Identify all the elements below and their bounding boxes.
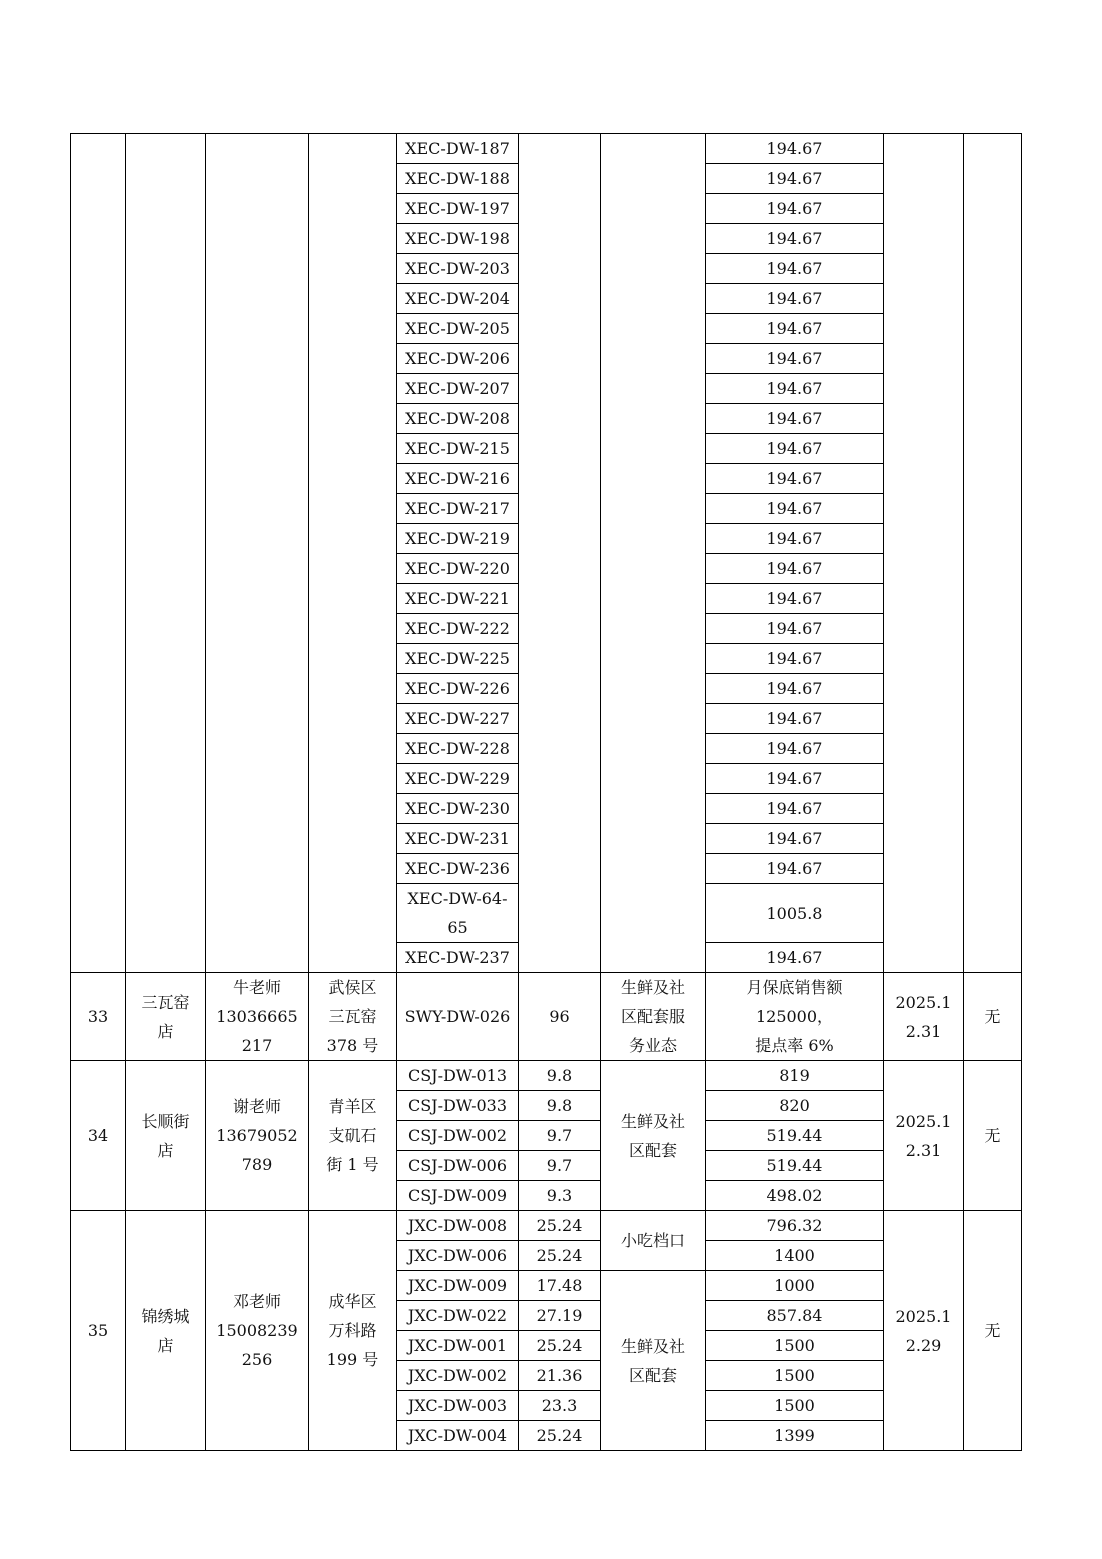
store-address-cell-text: 成华区 万科路 199 号 bbox=[326, 1292, 379, 1369]
unit-rent-cell bbox=[706, 1271, 884, 1301]
store-date-cell-text: 2025.1 2.29 bbox=[895, 1306, 952, 1355]
unit-rent-cell bbox=[706, 254, 884, 284]
unit-area-cell bbox=[519, 1121, 601, 1151]
unit-rent-cell-text: 194.67 bbox=[766, 499, 823, 518]
unit-rent-cell bbox=[706, 554, 884, 584]
store-name-cell bbox=[126, 973, 206, 1061]
unit-code-cell bbox=[397, 584, 519, 614]
unit-code-cell-text: XEC-DW-228 bbox=[405, 739, 510, 758]
unit-rent-cell-text: 519.44 bbox=[766, 1126, 823, 1145]
table-row bbox=[71, 134, 1022, 164]
unit-code-cell bbox=[397, 524, 519, 554]
unit-code-cell-text: SWY-DW-026 bbox=[404, 1007, 511, 1026]
unit-code-cell-text: XEC-DW-204 bbox=[405, 289, 510, 308]
unit-code-cell-text: XEC-DW-208 bbox=[405, 409, 510, 428]
store-no-cell-text: 33 bbox=[87, 1007, 109, 1026]
store-note-cell bbox=[964, 1061, 1022, 1211]
unit-area-cell-text: 23.3 bbox=[541, 1396, 578, 1415]
unit-code-cell bbox=[397, 554, 519, 584]
store-type-cell bbox=[601, 1211, 706, 1271]
unit-area-cell-text: 9.3 bbox=[546, 1186, 573, 1205]
unit-rent-cell bbox=[706, 1151, 884, 1181]
unit-rent-cell bbox=[706, 794, 884, 824]
unit-code-cell-text: XEC-DW-215 bbox=[405, 439, 510, 458]
cont-area-cell bbox=[519, 134, 601, 973]
unit-rent-cell bbox=[706, 224, 884, 254]
unit-code-cell bbox=[397, 1391, 519, 1421]
unit-code-cell bbox=[397, 1301, 519, 1331]
store-date-cell bbox=[884, 1061, 964, 1211]
unit-code-cell-text: XEC-DW-188 bbox=[405, 169, 510, 188]
unit-area-cell-text: 25.24 bbox=[536, 1336, 583, 1355]
unit-code-cell bbox=[397, 1091, 519, 1121]
unit-rent-cell bbox=[706, 1091, 884, 1121]
unit-rent-cell-text: 819 bbox=[779, 1066, 810, 1085]
cont-date-cell bbox=[884, 134, 964, 973]
unit-code-cell bbox=[397, 284, 519, 314]
unit-code-cell-text: JXC-DW-006 bbox=[407, 1246, 508, 1265]
unit-area-cell bbox=[519, 1151, 601, 1181]
store-name-cell-text: 三瓦窑 店 bbox=[141, 992, 190, 1041]
unit-code-cell bbox=[397, 404, 519, 434]
unit-rent-cell bbox=[706, 314, 884, 344]
unit-area-cell-text: 25.24 bbox=[536, 1246, 583, 1265]
unit-rent-cell-text: 194.67 bbox=[766, 619, 823, 638]
unit-area-cell bbox=[519, 1181, 601, 1211]
unit-rent-cell-text: 194.67 bbox=[766, 859, 823, 878]
cont-type-cell bbox=[601, 134, 706, 973]
unit-rent-cell-text: 194.67 bbox=[766, 589, 823, 608]
unit-code-cell bbox=[397, 344, 519, 374]
unit-rent-cell bbox=[706, 614, 884, 644]
unit-area-cell-text: 17.48 bbox=[536, 1276, 583, 1295]
unit-area-cell-text: 27.19 bbox=[536, 1306, 583, 1325]
unit-code-cell bbox=[397, 1361, 519, 1391]
unit-area-cell-text: 9.8 bbox=[546, 1066, 573, 1085]
unit-rent-cell-text: 1500 bbox=[774, 1396, 815, 1415]
unit-rent-cell bbox=[706, 644, 884, 674]
unit-rent-cell-text: 796.32 bbox=[766, 1216, 823, 1235]
unit-code-cell bbox=[397, 1121, 519, 1151]
unit-rent-cell-text: 1005.8 bbox=[766, 903, 823, 923]
unit-area-cell-text: 25.24 bbox=[536, 1426, 583, 1445]
unit-rent-cell bbox=[706, 164, 884, 194]
unit-code-cell bbox=[397, 943, 519, 973]
unit-rent-cell bbox=[706, 1181, 884, 1211]
unit-rent-cell-text: 194.67 bbox=[766, 199, 823, 218]
unit-area-cell-text: 9.7 bbox=[546, 1126, 573, 1145]
unit-code-cell bbox=[397, 1061, 519, 1091]
store-date-cell-text: 2025.1 2.31 bbox=[895, 1111, 952, 1160]
unit-rent-cell-text: 194.67 bbox=[766, 409, 823, 428]
unit-rent-cell bbox=[706, 134, 884, 164]
unit-code-cell-text: XEC-DW-203 bbox=[405, 259, 510, 278]
unit-code-cell-text: XEC-DW-227 bbox=[405, 709, 510, 728]
unit-rent-cell-text: 194.67 bbox=[766, 709, 823, 728]
unit-code-cell-text: JXC-DW-004 bbox=[407, 1426, 508, 1445]
store-type-cell-text: 生鲜及社 区配套服 务业态 bbox=[620, 978, 685, 1055]
unit-rent-cell-text: 194.67 bbox=[766, 649, 823, 668]
store-name-cell bbox=[126, 1211, 206, 1451]
unit-rent-cell-text: 194.67 bbox=[766, 229, 823, 248]
unit-code-cell-text: XEC-DW-229 bbox=[405, 769, 510, 788]
unit-code-cell-text: CSJ-DW-033 bbox=[407, 1096, 508, 1115]
store-date-cell bbox=[884, 973, 964, 1061]
unit-rent-cell bbox=[706, 404, 884, 434]
store-table bbox=[70, 133, 1022, 1451]
cont-address-cell bbox=[309, 134, 397, 973]
store-note-cell bbox=[964, 1211, 1022, 1451]
unit-code-cell-text: JXC-DW-003 bbox=[407, 1396, 508, 1415]
unit-rent-cell bbox=[706, 1121, 884, 1151]
store-type-cell-text: 生鲜及社 区配套 bbox=[620, 1111, 685, 1160]
store-no-cell bbox=[71, 973, 126, 1061]
cont-no-cell bbox=[71, 134, 126, 973]
unit-rent-cell bbox=[706, 1361, 884, 1391]
unit-code-cell bbox=[397, 224, 519, 254]
unit-area-cell bbox=[519, 1241, 601, 1271]
unit-code-cell-text: XEC-DW-226 bbox=[405, 679, 510, 698]
unit-rent-cell bbox=[706, 524, 884, 554]
table-row bbox=[71, 973, 1022, 1061]
store-name-cell-text: 长顺街 店 bbox=[141, 1111, 190, 1160]
store-type-cell-text: 生鲜及社 区配套 bbox=[620, 1336, 685, 1385]
unit-code-cell bbox=[397, 194, 519, 224]
unit-rent-cell bbox=[706, 973, 884, 1061]
unit-code-cell-text: XEC-DW-219 bbox=[405, 529, 510, 548]
unit-rent-cell bbox=[706, 884, 884, 943]
unit-code-cell bbox=[397, 704, 519, 734]
unit-area-cell bbox=[519, 1361, 601, 1391]
store-no-cell bbox=[71, 1211, 126, 1451]
cont-note-cell bbox=[964, 134, 1022, 973]
unit-code-cell-text: XEC-DW-231 bbox=[405, 829, 510, 848]
store-note-cell-text: 无 bbox=[984, 1007, 1001, 1026]
unit-rent-cell-text: 194.67 bbox=[766, 379, 823, 398]
unit-code-cell-text: XEC-DW-64-65 bbox=[407, 889, 508, 937]
unit-rent-cell bbox=[706, 374, 884, 404]
unit-rent-cell bbox=[706, 764, 884, 794]
unit-code-cell bbox=[397, 164, 519, 194]
unit-rent-cell-text: 519.44 bbox=[766, 1156, 823, 1175]
unit-code-cell-text: XEC-DW-206 bbox=[405, 349, 510, 368]
store-type-cell bbox=[601, 1271, 706, 1451]
unit-rent-cell bbox=[706, 464, 884, 494]
unit-code-cell bbox=[397, 764, 519, 794]
unit-code-cell-text: XEC-DW-237 bbox=[405, 948, 510, 967]
unit-rent-cell bbox=[706, 734, 884, 764]
unit-code-cell bbox=[397, 734, 519, 764]
unit-code-cell-text: XEC-DW-217 bbox=[405, 499, 510, 518]
unit-code-cell bbox=[397, 464, 519, 494]
unit-rent-cell-text: 498.02 bbox=[766, 1186, 823, 1205]
unit-code-cell bbox=[397, 1181, 519, 1211]
unit-code-cell-text: XEC-DW-216 bbox=[405, 469, 510, 488]
unit-rent-cell-text: 194.67 bbox=[766, 739, 823, 758]
unit-rent-cell-text: 1000 bbox=[774, 1276, 815, 1295]
store-contact-cell-text: 谢老师 13679052 789 bbox=[216, 1097, 298, 1174]
unit-area-cell bbox=[519, 1061, 601, 1091]
unit-rent-cell-text: 820 bbox=[779, 1096, 810, 1115]
unit-rent-cell-text: 194.67 bbox=[766, 799, 823, 818]
unit-code-cell bbox=[397, 134, 519, 164]
table-row bbox=[71, 1061, 1022, 1091]
store-name-cell-text: 锦绣城 店 bbox=[141, 1306, 190, 1355]
unit-rent-cell-text: 1500 bbox=[774, 1366, 815, 1385]
unit-rent-cell bbox=[706, 1211, 884, 1241]
unit-area-cell-text: 96 bbox=[549, 1007, 570, 1026]
unit-code-cell-text: CSJ-DW-009 bbox=[407, 1186, 508, 1205]
store-address-cell bbox=[309, 973, 397, 1061]
unit-code-cell bbox=[397, 1421, 519, 1451]
unit-rent-cell bbox=[706, 1331, 884, 1361]
unit-rent-cell bbox=[706, 1391, 884, 1421]
unit-rent-cell-text: 857.84 bbox=[766, 1306, 823, 1325]
store-contact-cell bbox=[206, 973, 309, 1061]
unit-code-cell bbox=[397, 794, 519, 824]
unit-area-cell bbox=[519, 1301, 601, 1331]
unit-rent-cell-text: 1400 bbox=[774, 1246, 815, 1265]
unit-rent-cell bbox=[706, 344, 884, 374]
store-type-cell bbox=[601, 1061, 706, 1211]
unit-area-cell bbox=[519, 1421, 601, 1451]
unit-rent-cell bbox=[706, 1061, 884, 1091]
unit-rent-cell bbox=[706, 1421, 884, 1451]
store-address-cell bbox=[309, 1061, 397, 1211]
unit-area-cell bbox=[519, 1391, 601, 1421]
unit-rent-cell-text: 194.67 bbox=[766, 559, 823, 578]
unit-rent-cell bbox=[706, 854, 884, 884]
unit-code-cell-text: XEC-DW-225 bbox=[405, 649, 510, 668]
unit-code-cell-text: XEC-DW-230 bbox=[405, 799, 510, 818]
unit-rent-cell-text: 194.67 bbox=[766, 829, 823, 848]
unit-code-cell-text: JXC-DW-008 bbox=[407, 1216, 508, 1235]
store-contact-cell-text: 牛老师 13036665 217 bbox=[216, 978, 298, 1055]
unit-rent-cell-text: 194.67 bbox=[766, 169, 823, 188]
unit-rent-cell-text: 194.67 bbox=[766, 529, 823, 548]
store-no-cell bbox=[71, 1061, 126, 1211]
unit-code-cell bbox=[397, 494, 519, 524]
unit-area-cell bbox=[519, 1091, 601, 1121]
store-no-cell-text: 35 bbox=[87, 1321, 109, 1340]
unit-code-cell-text: CSJ-DW-002 bbox=[407, 1126, 508, 1145]
unit-rent-cell-text: 194.67 bbox=[766, 469, 823, 488]
unit-code-cell-text: XEC-DW-187 bbox=[405, 139, 510, 158]
unit-code-cell bbox=[397, 434, 519, 464]
unit-rent-cell-text: 194.67 bbox=[766, 679, 823, 698]
unit-code-cell-text: JXC-DW-022 bbox=[407, 1306, 508, 1325]
unit-rent-cell-text: 1500 bbox=[774, 1336, 815, 1355]
store-no-cell-text: 34 bbox=[87, 1126, 109, 1145]
unit-code-cell bbox=[397, 1271, 519, 1301]
unit-rent-cell-text: 194.67 bbox=[766, 139, 823, 158]
unit-code-cell bbox=[397, 254, 519, 284]
unit-code-cell-text: JXC-DW-002 bbox=[407, 1366, 508, 1385]
unit-code-cell bbox=[397, 1331, 519, 1361]
unit-rent-cell-text: 194.67 bbox=[766, 948, 823, 967]
unit-rent-cell-text: 194.67 bbox=[766, 319, 823, 338]
unit-area-cell bbox=[519, 973, 601, 1061]
store-contact-cell bbox=[206, 1061, 309, 1211]
unit-area-cell bbox=[519, 1271, 601, 1301]
unit-area-cell bbox=[519, 1331, 601, 1361]
unit-rent-cell bbox=[706, 824, 884, 854]
unit-code-cell-text: XEC-DW-198 bbox=[405, 229, 510, 248]
unit-code-cell-text: XEC-DW-205 bbox=[405, 319, 510, 338]
unit-code-cell-text: JXC-DW-001 bbox=[407, 1336, 508, 1355]
table-row bbox=[71, 1211, 1022, 1241]
unit-code-cell bbox=[397, 374, 519, 404]
unit-area-cell-text: 21.36 bbox=[536, 1366, 583, 1385]
unit-code-cell-text: XEC-DW-236 bbox=[405, 859, 510, 878]
unit-rent-cell bbox=[706, 584, 884, 614]
unit-rent-cell bbox=[706, 674, 884, 704]
unit-code-cell bbox=[397, 614, 519, 644]
cont-contact-cell bbox=[206, 134, 309, 973]
unit-code-cell bbox=[397, 1211, 519, 1241]
unit-rent-cell bbox=[706, 434, 884, 464]
unit-rent-cell bbox=[706, 194, 884, 224]
store-date-cell bbox=[884, 1211, 964, 1451]
unit-code-cell bbox=[397, 973, 519, 1061]
unit-rent-cell-text: 194.67 bbox=[766, 259, 823, 278]
unit-code-cell-text: XEC-DW-222 bbox=[405, 619, 510, 638]
unit-rent-cell-text: 194.67 bbox=[766, 769, 823, 788]
unit-rent-cell bbox=[706, 284, 884, 314]
unit-rent-cell-text: 194.67 bbox=[766, 289, 823, 308]
unit-rent-cell-text: 194.67 bbox=[766, 349, 823, 368]
unit-area-cell-text: 25.24 bbox=[536, 1216, 583, 1235]
unit-code-cell-text: JXC-DW-009 bbox=[407, 1276, 508, 1295]
unit-code-cell bbox=[397, 314, 519, 344]
unit-code-cell-text: XEC-DW-207 bbox=[405, 379, 510, 398]
store-type-cell-text: 小吃档口 bbox=[620, 1231, 685, 1250]
store-address-cell-text: 武侯区 三瓦窑 378 号 bbox=[326, 978, 379, 1055]
table-body bbox=[71, 134, 1022, 1451]
unit-code-cell bbox=[397, 884, 519, 943]
unit-code-cell-text: XEC-DW-221 bbox=[405, 589, 510, 608]
store-contact-cell-text: 邓老师 15008239 256 bbox=[216, 1292, 298, 1369]
unit-rent-cell bbox=[706, 943, 884, 973]
unit-code-cell bbox=[397, 644, 519, 674]
unit-code-cell-text: XEC-DW-220 bbox=[405, 559, 510, 578]
store-date-cell-text: 2025.1 2.31 bbox=[895, 992, 952, 1041]
unit-rent-cell bbox=[706, 1301, 884, 1331]
unit-code-cell-text: CSJ-DW-006 bbox=[407, 1156, 508, 1175]
unit-code-cell bbox=[397, 824, 519, 854]
cont-name-cell bbox=[126, 134, 206, 973]
unit-code-cell bbox=[397, 1241, 519, 1271]
store-address-cell bbox=[309, 1211, 397, 1451]
unit-area-cell-text: 9.8 bbox=[546, 1096, 573, 1115]
store-note-cell-text: 无 bbox=[984, 1126, 1001, 1145]
unit-code-cell-text: XEC-DW-197 bbox=[405, 199, 510, 218]
unit-code-cell bbox=[397, 674, 519, 704]
unit-code-cell bbox=[397, 1151, 519, 1181]
unit-rent-cell-text: 194.67 bbox=[766, 439, 823, 458]
store-note-cell bbox=[964, 973, 1022, 1061]
unit-rent-cell bbox=[706, 704, 884, 734]
unit-area-cell-text: 9.7 bbox=[546, 1156, 573, 1175]
unit-code-cell-text: CSJ-DW-013 bbox=[407, 1066, 508, 1085]
store-contact-cell bbox=[206, 1211, 309, 1451]
unit-rent-cell bbox=[706, 494, 884, 524]
store-type-cell bbox=[601, 973, 706, 1061]
unit-area-cell bbox=[519, 1211, 601, 1241]
unit-code-cell bbox=[397, 854, 519, 884]
unit-rent-cell bbox=[706, 1241, 884, 1271]
unit-rent-cell-text: 1399 bbox=[774, 1426, 815, 1445]
store-name-cell bbox=[126, 1061, 206, 1211]
store-note-cell-text: 无 bbox=[984, 1321, 1001, 1340]
unit-rent-cell-text: 月保底销售额 125000， 提点率 6% bbox=[746, 978, 843, 1055]
store-address-cell-text: 青羊区 支矶石 街 1 号 bbox=[326, 1097, 379, 1174]
